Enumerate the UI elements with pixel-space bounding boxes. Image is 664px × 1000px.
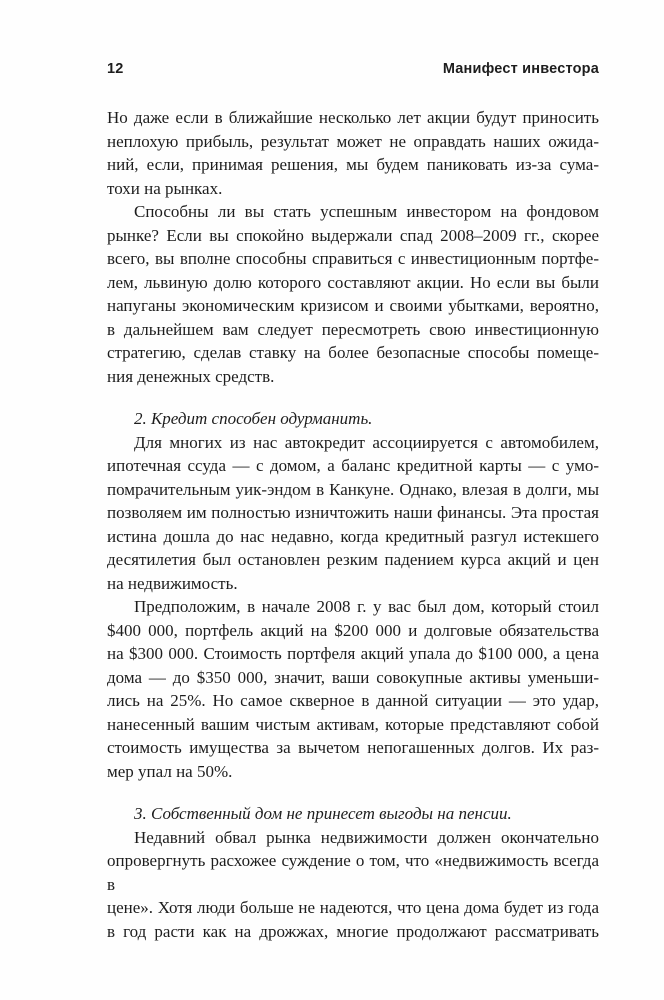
body-line: на недвижимость.	[107, 573, 238, 593]
body-line: нанесенный вашим чистым активам, которые представляют собой	[107, 714, 599, 734]
body-line: дома — до $350 000, значит, ваши совокупные активы уменьши-	[107, 667, 599, 687]
body-line: Предположим, в начале 2008 г. у вас был дом, который стоил	[134, 597, 599, 616]
body-line: неплохую прибыль, результат может не оправдать наших ожида-	[107, 131, 599, 151]
body-line: цене». Хотя люди больше не надеются, что цена дома будет из года	[107, 898, 599, 917]
body-line: ний, если, принимая решения, мы будем паниковать из-за сума-	[107, 155, 599, 174]
page-body	[107, 106, 599, 943]
body-line: ипотечная ссуда — с домом, а баланс кредитной карты — с умо-	[107, 456, 599, 475]
body-line: опровергнуть расхожее суждение о том, что «недвижимость всегда в	[107, 851, 599, 894]
body-line: позволяем им полностью изничтожить наши финансы. Эта простая	[107, 503, 599, 522]
body-line: в год расти как на дрожжах, многие продолжают рассматривать	[107, 921, 599, 941]
body-line: десятилетия был остановлен резким падением курса акций и цен	[107, 550, 599, 569]
body-line: ния денежных средств.	[107, 366, 275, 386]
page-header	[107, 61, 599, 77]
body-line: истина дошла до нас недавно, когда кредитный разгул истекшего	[107, 526, 599, 546]
body-line: стратегию, сделав ставку на более безопасные способы помеще-	[107, 343, 599, 362]
body-line: Способны ли вы стать успешным инвестором на фондовом	[134, 202, 599, 221]
body-line: напуганы экономическим кризисом и своими убытками, вероятно,	[107, 296, 599, 315]
page-number: 12	[107, 61, 124, 77]
section-heading: 2. Кредит способен одурманить.	[134, 409, 373, 428]
body-line: помрачительным уик-эндом в Канкуне. Однако, влезая в долги, мы	[107, 479, 599, 499]
section-heading: 3. Собственный дом не принесет выгоды на пенсии.	[134, 804, 512, 823]
body-line: Но даже если в ближайшие несколько лет акции будут приносить	[107, 108, 599, 127]
body-line: $400 000, портфель акций на $200 000 и долговые обязательства	[107, 620, 599, 640]
body-line: рынке? Если вы спокойно выдержали спад 2008–2009 гг., скорее	[107, 225, 599, 245]
body-line: на $300 000. Стоимость портфеля акций упала до $100 000, а цена	[107, 644, 599, 663]
body-line: всего, вы вполне способны справиться с инвестиционным портфе-	[107, 249, 599, 268]
body-line: Недавний обвал рынка недвижимости должен окончательно	[134, 827, 599, 847]
body-line: лем, львиную долю которого составляют акции. Но если вы были	[107, 272, 599, 292]
body-line: в дальнейшем вам следует пересмотреть свою инвестиционную	[107, 319, 599, 339]
body-line: лись на 25%. Но самое скверное в данной ситуации — это удар,	[107, 691, 599, 710]
body-line: стоимость имущества за вычетом непогашенных долгов. Их раз-	[107, 738, 599, 757]
body-line: мер упал на 50%.	[107, 761, 233, 781]
running-title: Манифест инвестора	[442, 61, 599, 77]
body-line: Для многих из нас автокредит ассоциируется с автомобилем,	[134, 432, 599, 452]
body-line: тохи на рынках.	[107, 178, 223, 198]
